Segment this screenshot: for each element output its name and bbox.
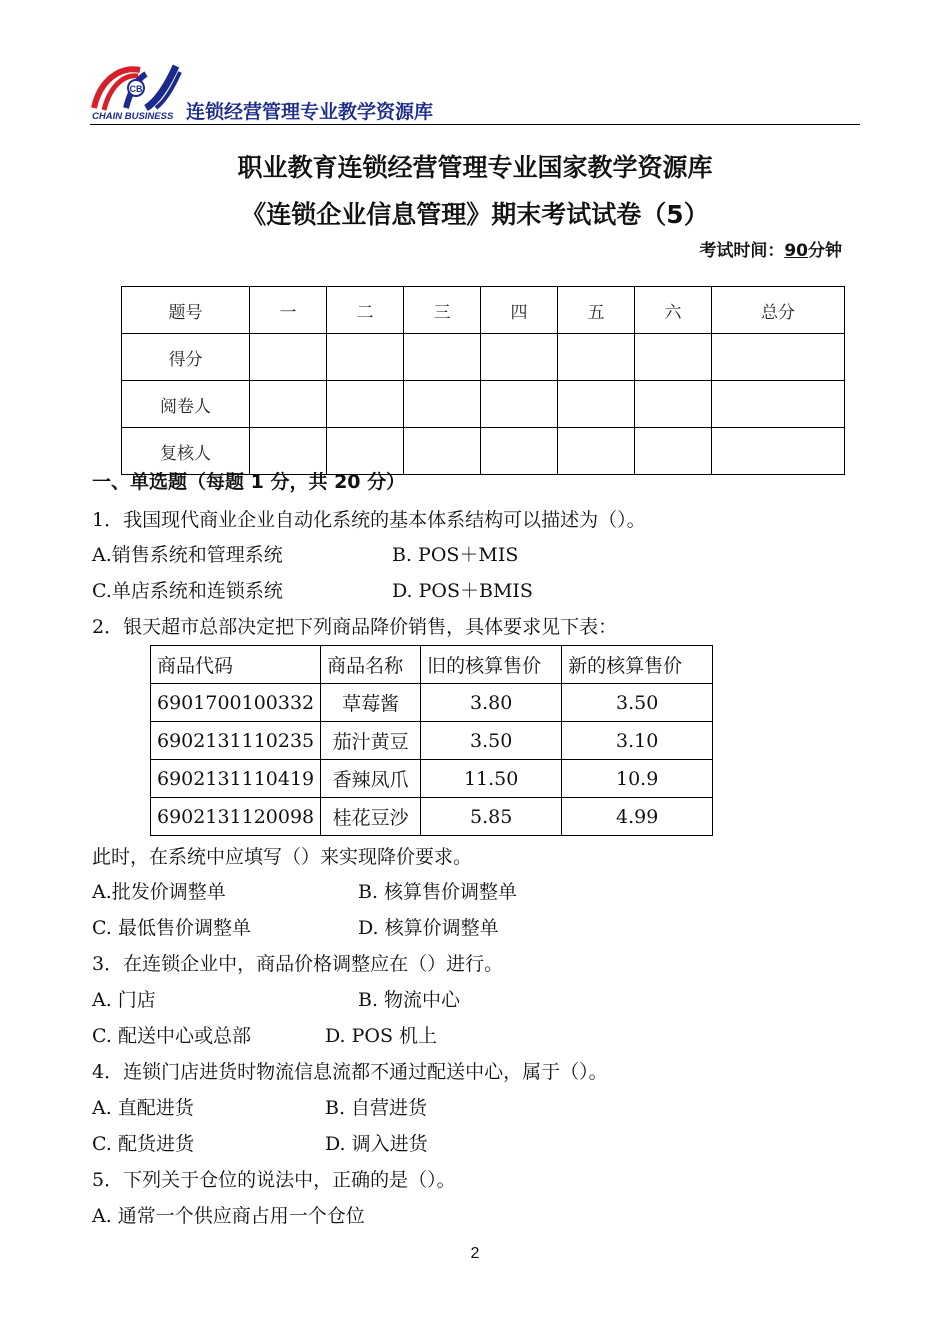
score-header-cell: 六: [635, 287, 712, 334]
new-price-cell: 4.99: [562, 798, 713, 836]
question-3: 3．在连锁企业中，商品价格调整应在（）进行。: [92, 953, 504, 975]
price-header-cell: 新的核算售价: [562, 646, 713, 684]
score-cell: [712, 381, 845, 428]
score-header-cell: 总分: [712, 287, 845, 334]
price-header-cell: 旧的核算售价: [421, 646, 562, 684]
new-price-cell: 3.10: [562, 722, 713, 760]
page-title: 职业教育连锁经营管理专业国家教学资源库: [237, 153, 713, 182]
score-header-cell: 二: [327, 287, 404, 334]
price-adjust-table: [150, 645, 713, 836]
price-header-cell: 商品名称: [321, 646, 421, 684]
new-price-cell: 10.9: [562, 760, 713, 798]
score-cell: [712, 334, 845, 381]
q2-followup: 此时，在系统中应填写（）来实现降价要求。: [92, 846, 473, 868]
q4-option-d: D. 调入进货: [325, 1133, 428, 1155]
product-code-cell: 6902131110235: [151, 722, 321, 760]
new-price-cell: 3.50: [562, 684, 713, 722]
exam-time: [699, 236, 842, 261]
score-row-label: 阅卷人: [122, 381, 250, 428]
score-header-cell: 一: [250, 287, 327, 334]
q3-option-a: A. 门店: [92, 989, 156, 1011]
score-cell: [404, 428, 481, 475]
q1-option-a: A.销售系统和管理系统: [92, 544, 283, 566]
section-heading: 一、单选题（每题 1 分，共 20 分）: [92, 471, 406, 493]
score-cell: [327, 334, 404, 381]
score-cell: [481, 428, 558, 475]
q1-option-d: D. POS＋BMIS: [392, 580, 533, 602]
question-5: 5．下列关于仓位的说法中，正确的是（）。: [92, 1169, 456, 1191]
score-table-header-row: [122, 287, 845, 334]
product-code-cell: 6902131120098: [151, 798, 321, 836]
score-cell: [481, 334, 558, 381]
old-price-cell: 11.50: [421, 760, 562, 798]
product-code-cell: 6901700100332: [151, 684, 321, 722]
exam-title: 《连锁企业信息管理》期末考试试卷（5）: [241, 200, 709, 229]
q3-option-c: C. 配送中心或总部: [92, 1025, 251, 1047]
score-cell: [635, 334, 712, 381]
question-4: 4．连锁门店进货时物流信息流都不通过配送中心，属于（）。: [92, 1061, 608, 1083]
question-1: 1．我国现代商业企业自动化系统的基本体系结构可以描述为（）。: [92, 509, 646, 531]
score-row-label: 得分: [122, 334, 250, 381]
q2-option-b: B. 核算售价调整单: [358, 881, 518, 903]
score-cell: [558, 381, 635, 428]
score-cell: [558, 428, 635, 475]
q5-option-a: A. 通常一个供应商占用一个仓位: [92, 1205, 365, 1227]
score-cell: [250, 381, 327, 428]
product-name-cell: 草莓酱: [321, 684, 421, 722]
score-cell: [481, 381, 558, 428]
score-header-cell: 四: [481, 287, 558, 334]
exam-time-minutes: 90: [784, 241, 808, 261]
score-cell: [404, 334, 481, 381]
svg-text:CB: CB: [129, 84, 143, 94]
score-cell: [327, 381, 404, 428]
product-name-cell: 香辣凤爪: [321, 760, 421, 798]
exam-time-label: 考试时间：: [699, 241, 785, 261]
table-row: [151, 798, 713, 836]
q2-option-c: C. 最低售价调整单: [92, 917, 251, 939]
score-cell: [558, 334, 635, 381]
table-row: [151, 684, 713, 722]
score-cell: [635, 381, 712, 428]
score-cell: [712, 428, 845, 475]
q1-option-b: B. POS＋MIS: [392, 544, 519, 566]
exam-time-unit: 分钟: [808, 241, 842, 261]
q2-option-a: A.批发价调整单: [92, 881, 226, 903]
score-header-cell: 题号: [122, 287, 250, 334]
q3-option-d: D. POS 机上: [325, 1025, 438, 1047]
score-row-label: 复核人: [122, 428, 250, 475]
page-number: 2: [470, 1245, 480, 1262]
score-cell: [404, 381, 481, 428]
brand-name: 连锁经营管理专业教学资源库: [186, 101, 434, 123]
q3-option-b: B. 物流中心: [358, 989, 461, 1011]
old-price-cell: 3.50: [421, 722, 562, 760]
q2-option-d: D. 核算价调整单: [358, 917, 499, 939]
score-table-row: [122, 334, 845, 381]
old-price-cell: 3.80: [421, 684, 562, 722]
score-cell: [250, 334, 327, 381]
score-table: [121, 286, 845, 475]
score-header-cell: 五: [558, 287, 635, 334]
old-price-cell: 5.85: [421, 798, 562, 836]
q4-option-c: C. 配货进货: [92, 1133, 194, 1155]
price-table-header-row: [151, 646, 713, 684]
table-row: [151, 760, 713, 798]
brand-english: CHAIN BUSINESS: [92, 111, 174, 122]
question-2: 2．银天超市总部决定把下列商品降价销售，具体要求见下表：: [92, 616, 618, 638]
product-code-cell: 6902131110419: [151, 760, 321, 798]
table-row: [151, 722, 713, 760]
q4-option-a: A. 直配进货: [92, 1097, 194, 1119]
score-header-cell: 三: [404, 287, 481, 334]
product-name-cell: 桂花豆沙: [321, 798, 421, 836]
q4-option-b: B. 自营进货: [325, 1097, 428, 1119]
product-name-cell: 茄汁黄豆: [321, 722, 421, 760]
q1-option-c: C.单店系统和连锁系统: [92, 580, 283, 602]
score-table-row: [122, 381, 845, 428]
price-header-cell: 商品代码: [151, 646, 321, 684]
header-divider: [90, 124, 860, 125]
score-cell: [635, 428, 712, 475]
